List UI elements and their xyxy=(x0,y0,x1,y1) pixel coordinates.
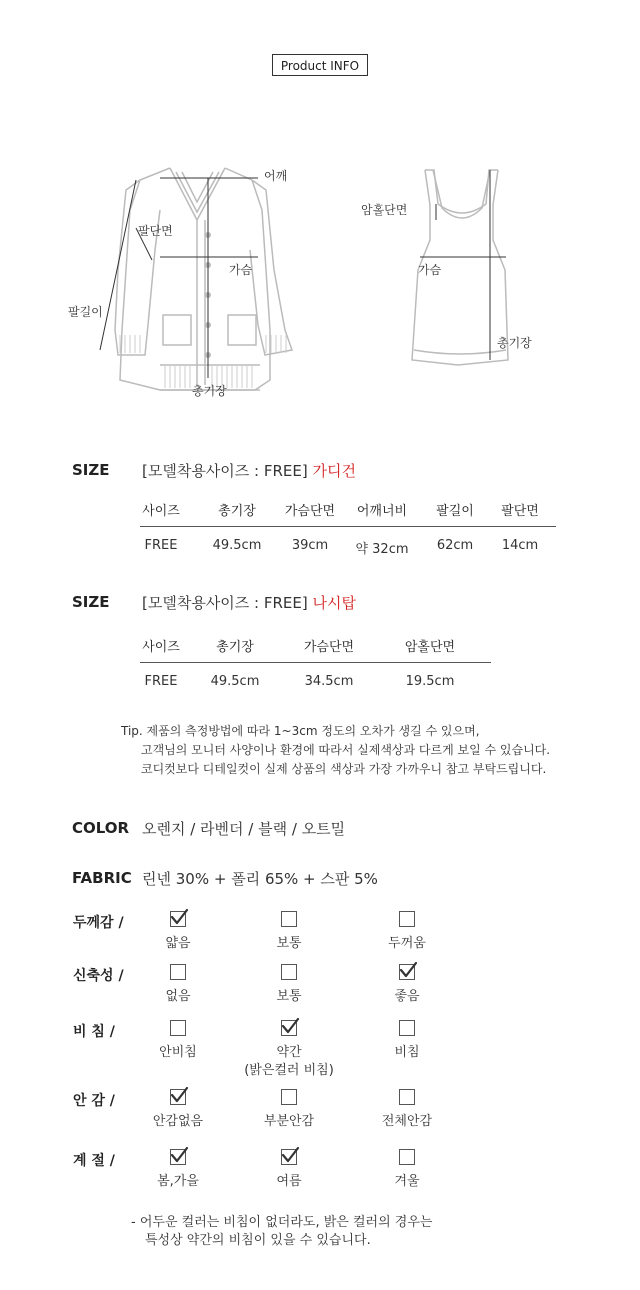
attribute-label: 두께감 / xyxy=(73,915,124,931)
color-value: 오렌지 / 라벤더 / 블랙 / 오트밀 xyxy=(142,820,346,838)
checked-checkbox xyxy=(170,1149,186,1165)
size-title-sleeveless: SIZE xyxy=(72,593,110,611)
color-label: COLOR xyxy=(72,819,130,837)
check-icon xyxy=(169,907,189,927)
option-label: 보통 xyxy=(276,936,302,951)
option-sublabel: (밝은컬러 비침) xyxy=(244,1063,334,1078)
checkbox xyxy=(170,964,186,980)
size-table-cell: 49.5cm xyxy=(210,674,260,689)
cardigan-sleeve-length-label: 팔길이 xyxy=(68,305,103,319)
model-size-sleeveless xyxy=(142,592,356,613)
note-line: 특성상 약간의 비침이 있을 수 있습니다. xyxy=(145,1233,371,1248)
size-table-cell: FREE xyxy=(144,674,178,689)
attribute-label: 안 감 / xyxy=(73,1093,115,1109)
attribute-label: 계 절 / xyxy=(73,1153,115,1169)
cardigan-total-length-label: 총기장 xyxy=(192,384,227,398)
size-table-divider xyxy=(140,526,556,527)
size-table-header: 팔단면 xyxy=(501,504,539,519)
checkbox xyxy=(399,911,415,927)
size-table-cell: 62cm xyxy=(436,538,474,553)
option-label: 봄,가을 xyxy=(157,1174,199,1189)
option-label: 보통 xyxy=(276,989,302,1004)
size-table-cell: 49.5cm xyxy=(212,538,262,553)
checked-checkbox xyxy=(170,911,186,927)
size-table-header: 암홀단면 xyxy=(404,640,456,655)
size-table-header: 총기장 xyxy=(218,504,256,519)
tip-line: 코디컷보다 디테일컷이 실제 상품의 색상과 가장 가까우니 참고 부탁드립니다. xyxy=(141,762,547,776)
size-table-header: 가슴단면 xyxy=(284,504,336,519)
option-label: 안감없음 xyxy=(152,1114,204,1129)
option-label: 약간 xyxy=(276,1045,302,1060)
option-label: 비침 xyxy=(394,1045,420,1060)
check-icon xyxy=(280,1145,300,1165)
option-label: 좋음 xyxy=(394,989,420,1004)
checked-checkbox xyxy=(281,1020,297,1036)
item-name-sleeveless: 나시탑 xyxy=(312,594,356,612)
checkbox xyxy=(281,964,297,980)
checked-checkbox xyxy=(170,1089,186,1105)
size-table-cell: 약 32cm xyxy=(355,542,409,557)
cardigan-chest-label: 가슴 xyxy=(229,263,253,277)
cardigan-shoulder-label: 어깨 xyxy=(264,169,288,183)
model-size-cardigan xyxy=(142,460,356,481)
checkbox xyxy=(399,1089,415,1105)
checked-checkbox xyxy=(281,1149,297,1165)
size-title-cardigan: SIZE xyxy=(72,461,110,479)
checkbox xyxy=(170,1020,186,1036)
option-label: 부분안감 xyxy=(263,1114,315,1129)
size-table-cell: 34.5cm xyxy=(304,674,354,689)
option-label: 전체안감 xyxy=(381,1114,433,1129)
checkbox xyxy=(399,1149,415,1165)
check-icon xyxy=(169,1145,189,1165)
model-size-text: [모델착용사이즈 : FREE] xyxy=(142,462,308,480)
item-name-cardigan: 가디건 xyxy=(312,462,356,480)
size-table-cell: 14cm xyxy=(501,538,539,553)
size-table-header: 총기장 xyxy=(216,640,254,655)
check-icon xyxy=(169,1085,189,1105)
sleeveless-total-length-label: 총기장 xyxy=(497,336,532,350)
option-label: 안비침 xyxy=(159,1045,197,1060)
size-table-header: 어깨너비 xyxy=(356,504,408,519)
size-table-header: 팔길이 xyxy=(436,504,474,519)
product-info-badge: Product INFO xyxy=(272,54,368,76)
size-table-cell: 39cm xyxy=(291,538,329,553)
check-icon xyxy=(398,960,418,980)
sleeveless-chest-label: 가슴 xyxy=(418,263,442,277)
cardigan-sleeve-width-label: 팔단면 xyxy=(138,224,173,238)
attribute-label: 비 침 / xyxy=(73,1024,115,1040)
checkbox xyxy=(281,911,297,927)
option-label: 없음 xyxy=(165,989,191,1004)
size-table-divider xyxy=(140,662,491,663)
checkbox xyxy=(399,1020,415,1036)
option-label: 여름 xyxy=(276,1174,302,1189)
option-label: 겨울 xyxy=(394,1174,420,1189)
option-label: 얇음 xyxy=(165,936,191,951)
size-table-header: 사이즈 xyxy=(142,504,180,519)
checked-checkbox xyxy=(399,964,415,980)
checkbox xyxy=(281,1089,297,1105)
option-label: 두꺼움 xyxy=(388,936,426,951)
size-table-header: 사이즈 xyxy=(142,640,180,655)
attribute-label: 신축성 / xyxy=(73,968,124,984)
model-size-text: [모델착용사이즈 : FREE] xyxy=(142,594,308,612)
note-line: - 어두운 컬러는 비침이 없더라도, 밝은 컬러의 경우는 xyxy=(131,1215,433,1230)
size-table-cell: FREE xyxy=(144,538,178,553)
fabric-label: FABRIC xyxy=(72,869,132,887)
tip-line: Tip. 제품의 측정방법에 따라 1~3cm 정도의 오차가 생길 수 있으며, xyxy=(121,724,480,738)
cardigan-diagram xyxy=(60,150,340,410)
size-table-cell: 19.5cm xyxy=(405,674,455,689)
sleeveless-armhole-label: 암홀단면 xyxy=(361,203,408,217)
fabric-value: 린넨 30% + 폴리 65% + 스판 5% xyxy=(142,870,378,888)
size-table-header: 가슴단면 xyxy=(303,640,355,655)
tip-line: 고객님의 모니터 사양이나 환경에 따라서 실제색상과 다르게 보일 수 있습니다. xyxy=(141,743,551,757)
check-icon xyxy=(280,1016,300,1036)
